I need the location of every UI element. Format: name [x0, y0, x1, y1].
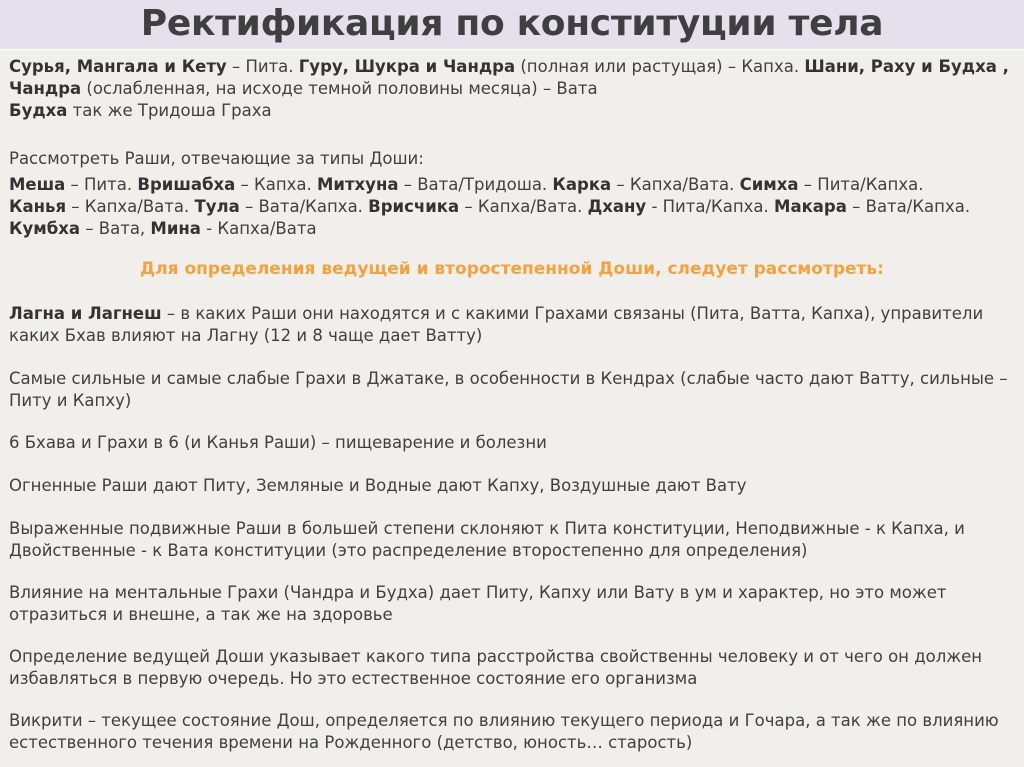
rashi-name: Мина — [150, 219, 201, 238]
rashi-name: Канья — [9, 197, 67, 216]
rashi-intro: Рассмотреть Раши, отвечающие за типы Доши: — [9, 149, 424, 168]
paragraph: Влияние на ментальные Грахи (Чандра и Будха) дает Питу, Капху или Вату в ум и характер, но это может отразиться и внешне, а так же на здоровье — [9, 583, 947, 624]
rashi-dosha: – Вата, — [80, 219, 151, 238]
rashi-dosha: – Вата/Тридоша. — [398, 175, 553, 194]
paragraph: Огненные Раши дают Питу, Земляные и Водные дают Капху, Воздушные дают Вату — [9, 476, 747, 495]
rashi-dosha: – Пита/Капха. — [798, 175, 924, 194]
rashi-dosha: – Капха. — [235, 175, 317, 194]
planet-group-bold: Будха — [9, 101, 68, 120]
planet-group-bold: Гуру, Шукра и Чандра — [298, 57, 516, 76]
rashi-name: Митхуна — [317, 175, 399, 194]
rashi-name: Врисчика — [368, 197, 460, 216]
planets-paragraph — [9, 56, 1014, 122]
rashi-dosha: - Пита/Капха. — [646, 197, 775, 216]
rashi-name: Вришабха — [137, 175, 236, 194]
lagna-text: – в каких Раши они находятся и с какими Грахами связаны (Пита, Ватта, Капха), управители каких Бхав влияют на Лагну (12 и 8 чаще дает Ватту) — [9, 304, 984, 345]
planet-group-text: (полная или растущая) – Капха. — [515, 57, 805, 76]
paragraph: Викрити – текущее состояние Дош, определяется по влиянию текущего периода и Гочара, а так же по влиянию естественного течения времени на Рожденного (детство, юность… старость) — [9, 711, 999, 752]
rashi-name: Тула — [194, 197, 240, 216]
rashi-dosha: – Вата/Капха. — [239, 197, 369, 216]
highlight-heading: Для определения ведущей и второстепенной Доши, следует рассмотреть: — [140, 259, 884, 279]
paragraph: 6 Бхава и Грахи в 6 (и Канья Раши) – пищеварение и болезни — [9, 433, 547, 452]
title-bar — [0, 0, 1024, 49]
planet-group-text: – Пита. — [226, 57, 299, 76]
rashi-dosha: – Пита. — [65, 175, 138, 194]
planet-group-text: так же Тридоша Граха — [67, 101, 272, 120]
rashi-dosha: – Капха/Вата. — [66, 197, 195, 216]
rashi-dosha: – Капха/Вата. — [611, 175, 740, 194]
rashi-name: Макара — [774, 197, 847, 216]
planet-group-text: (ослабленная, на исходе темной половины месяца) – Вата — [81, 79, 598, 98]
rashi-name: Кумбха — [9, 219, 81, 238]
page-title: Ректификация по конституции тела — [140, 3, 884, 44]
rashi-name: Дхану — [587, 197, 647, 216]
rashi-dosha: – Капха/Вата. — [459, 197, 588, 216]
planet-group-bold: Сурья, Мангала и Кету — [9, 57, 227, 76]
rashi-name: Симха — [739, 175, 799, 194]
paragraph: Определение ведущей Доши указывает какого типа расстройства свойственны человеку и от чего он должен избавляться в первую очередь. Но это естественное состояние его организма — [9, 647, 983, 688]
rashi-dosha: - Капха/Вата — [200, 219, 317, 238]
rashi-dosha: – Вата/Капха. — [846, 197, 971, 216]
paragraph: Самые сильные и самые слабые Грахи в Джатаке, в особенности в Кендрах (слабые часто дают Ватту, сильные – Питу и Капху) — [9, 369, 1008, 410]
rashi-name: Меша — [9, 175, 66, 194]
lagna-bold: Лагна и Лагнеш — [9, 304, 162, 323]
rashi-name: Карка — [552, 175, 612, 194]
slide-body — [0, 50, 1024, 767]
planet-group-bold: Шани, Раху и Будха , Чандра — [9, 57, 1009, 98]
paragraph: Выраженные подвижные Раши в большей степени склоняют к Пита конституции, Неподвижные - к Капха, и Двойственные - к Вата конституции (это распределение второстепенно для определения) — [9, 519, 965, 560]
lagna-paragraph — [9, 303, 1014, 347]
rashi-paragraph — [9, 174, 1014, 240]
